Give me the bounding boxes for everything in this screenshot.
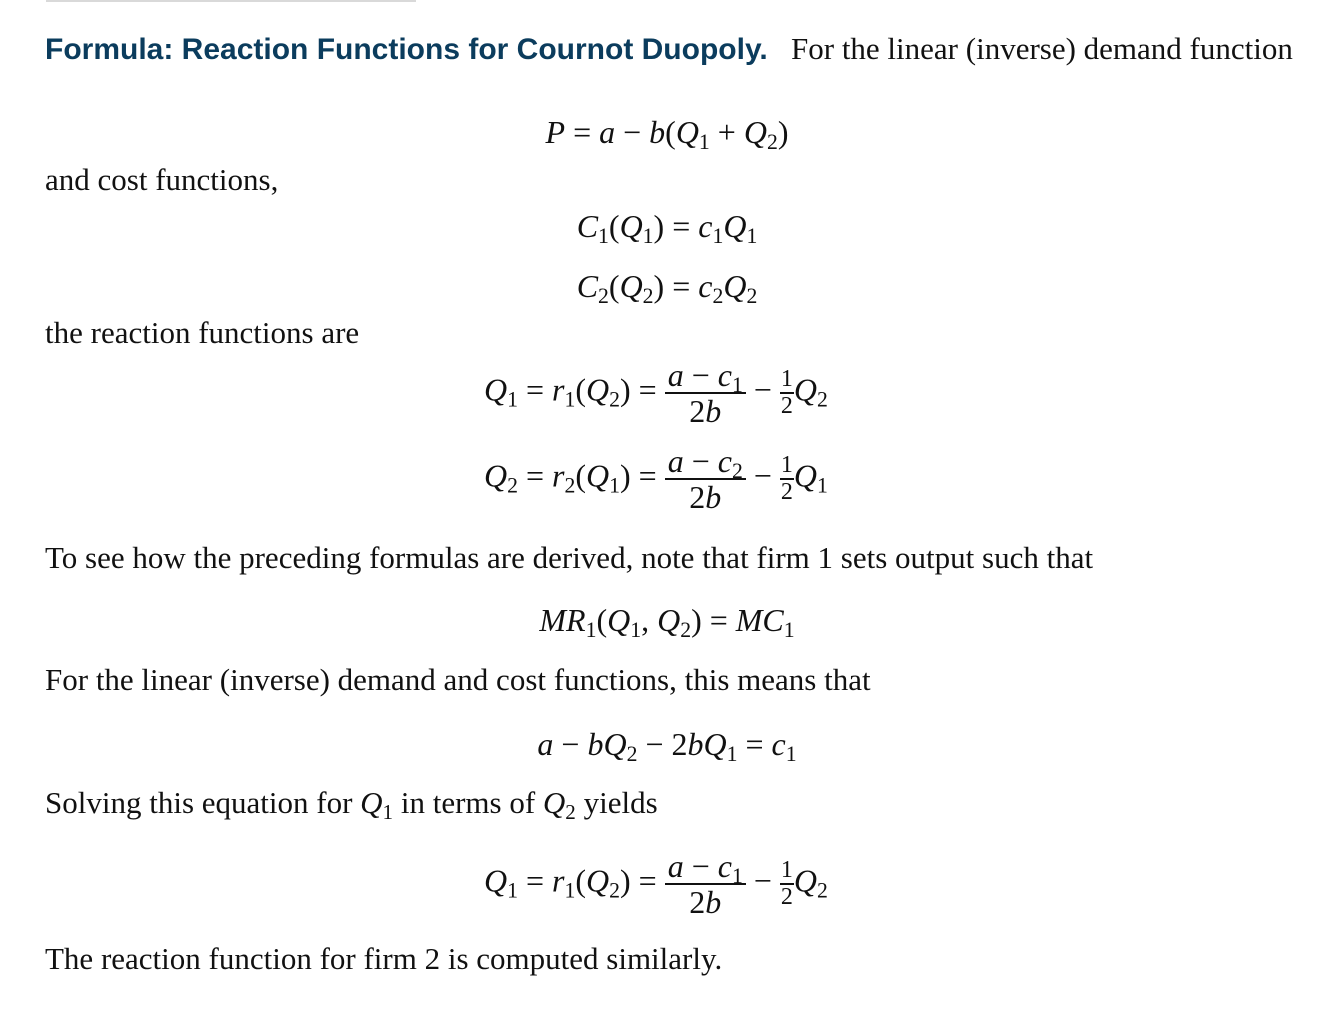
cost-equation-2: $C_2(Q_2) = c_2Q_2$ [576,268,758,309]
solving-text-pre: Solving this equation for [45,785,353,820]
top-divider [46,0,416,2]
linear-text: For the linear (inverse) demand and cost functions, this means that [45,662,871,697]
solving-text-mid: in terms of [400,785,536,820]
reaction-function-1: $Q_1 = r_1(Q_2)$ = $\frac{a - c_1}{2b}$ − $\frac{1}{2}$ $Q_2$ [484,357,828,429]
and-cost-text: and cost functions, [45,162,279,197]
solving-text: Solving this equation for $Q_1$ in terms of $Q_2$ yields [45,785,658,824]
formula-title-line [45,28,1315,71]
reaction-function-2: $Q_2 = r_2(Q_1)$ = $\frac{a - c_2}{2b}$ − $\frac{1}{2}$ $Q_1$ [484,443,828,515]
solving-text-post: yields [583,785,658,820]
foc-equation: $a - bQ_2 - 2bQ_1 = c_1$ [537,726,797,767]
mr-mc-equation: $MR_1(Q_1$, $Q_2) = MC_1$ [539,602,795,643]
cost-equation-1: $C_1(Q_1) = c_1Q_1$ [576,208,758,249]
intro-text: For the linear (inverse) demand function [791,31,1293,66]
formula-heading: Formula: Reaction Functions for Cournot Duopoly. [45,33,768,66]
derive-text: To see how the preceding formulas are derived, note that firm 1 sets output such that [45,540,1094,575]
reaction-intro-text: the reaction functions are [45,315,360,350]
reaction-function-1-derived: $Q_1 = r_1(Q_2)$ = $\frac{a - c_1}{2b}$ − $\frac{1}{2}$ $Q_2$ [484,848,828,920]
demand-equation: $P = a - b(Q_1 + Q_2)$ [545,114,789,155]
closing-text: The reaction function for firm 2 is computed similarly. [45,941,723,976]
